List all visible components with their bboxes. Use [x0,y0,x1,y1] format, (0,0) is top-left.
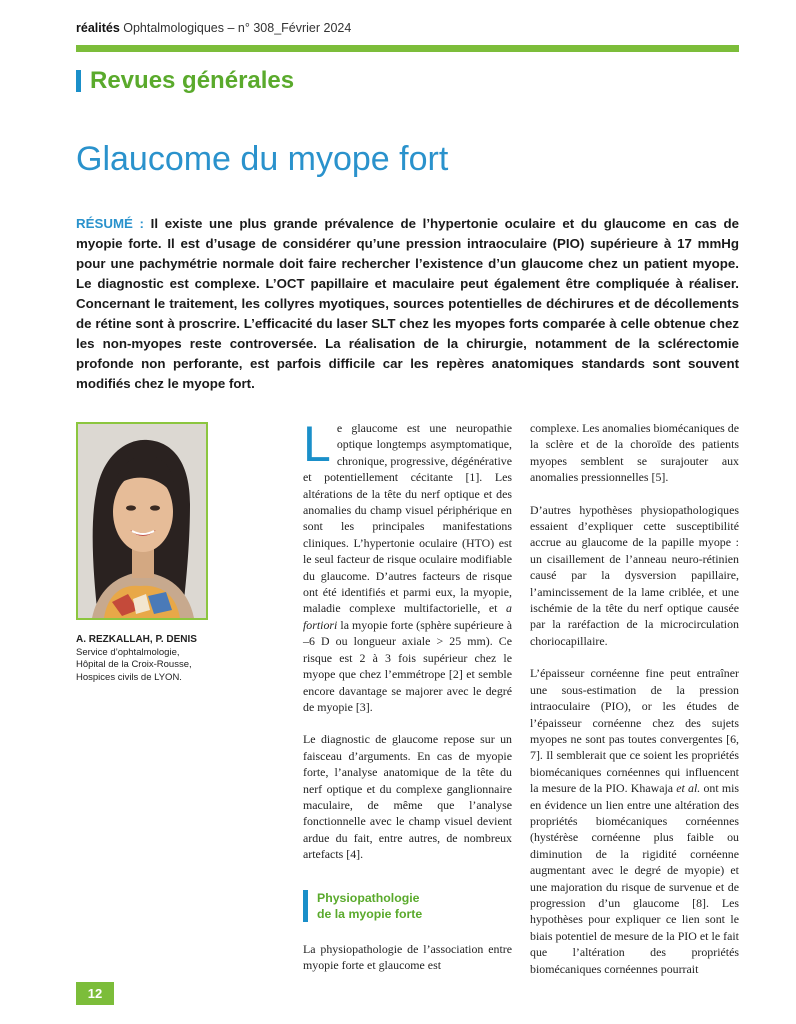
header-rule [76,45,739,52]
section-heading [76,66,294,96]
paragraph-biomechanics: complexe. Les anomalies biomécaniques de la sclère et de la choroïde des patients myopes semblent se surajouter aux anomalies pressionnelles [5]. [530,421,740,485]
abstract [76,214,739,394]
journal-issue: Ophtalmologiques – n° 308_Février 2024 [119,21,352,35]
author-names [76,634,276,647]
italic-text: et al. [676,781,701,796]
paragraph-text: ont mis en évidence un lien entre une altération des propriétés biomécaniques cornéennes (hystérèse cornéenne plus faible ou diminution de la rigidité cornéenne augmentant avec le degré de myopie) et une majoration du risque de survenue et de progression d’un glaucome [8]. Les hypothèses pour expliquer ce lien sont le biais potentiel de mesure de la PIO et le fait que l’altération des propriétés biomécaniques cornéennes pourrait [530,781,740,976]
paragraph-diagnostic: Le diagnostic de glaucome repose sur un faisceau d’arguments. En cas de myopie forte, l’analyse anatomique de la tête du nerf optique et du complexe ganglionnaire maculaire, de même que l’analyse fonctionnelle avec le champ visuel devient ardue du fait, entre autres, de nombreux artefacts [4]. [303,732,512,862]
body-column-2 [530,420,739,993]
paragraph-cornea [530,665,739,977]
affiliation-line-2: Hôpital de la Croix-Rousse, [76,659,192,670]
subsection-title [317,890,422,922]
affiliation-line-1: Service d’ophtalmologie, [76,646,180,658]
article-title: Glaucome du myope fort [76,140,449,178]
paragraph-text: L’épaisseur cornéenne fine peut entraîner une sous-estimation de la pression intraoculaire (PIO), or les études de l’épaisseur cornéenne chez des sujets myopes ne sont pas toutes convergentes [6, 7]. Il semblerait que ce soient les propriétés biomécaniques cornéennes qui influencent la mesure de la PIO. Khawaja [530,666,739,796]
paragraph-physiopathology: La physiopathologie de l’association entre myopie forte et glaucome est [303,941,512,972]
italic-text: a fortiori [303,601,512,632]
subsection-title-line-2: de la myopie forte [317,906,423,921]
author-name-1: A. REZKALLAH [76,634,150,645]
author-name-2: P. DENIS [155,634,197,645]
section-marker [76,70,81,92]
author-block [76,634,276,684]
journal-header [76,21,351,35]
author-photo [76,422,208,620]
subsection-marker [303,890,308,922]
affiliation-line-3: Hospices civils de LYON. [76,671,182,683]
section-title: Revues générales [90,67,295,94]
page-number: 12 [76,982,114,1005]
paragraph-text: la myopie forte (sphère supérieure à –6 D ou longueur axiale > 25 mm). Ce risque est 2 à 3 fois supérieur chez le myope que chez l’emmétrope [2] et semble encore davantage se majorer avec le degré de myopie [3]. [303,617,512,714]
abstract-label: RÉSUMÉ : [76,216,144,231]
author-separator: , [149,634,156,645]
subsection-heading [303,890,512,922]
body-column-1 [303,416,512,989]
paragraph-text: e glaucome est une neuropathie optique longtemps asymptomatique, chronique, progressive, dégénérative et potentiellement cécitante [1]. Les altérations de la tête du nerf optique et des anomalies du champ visuel périphérique en sont les principales manifestations cliniques. L’hypertonie oculaire (HTO) est le seul facteur de risque oculaire modifiable du glaucome. D’autres facteurs de risque ont été identifiés et parmi eux, la myopie, maladie complexe multifactorielle, et [303,421,512,616]
drop-cap: L [303,416,331,472]
journal-brand: réalités [76,21,120,35]
subsection-title-line-1: Physiopathologie [317,890,420,905]
abstract-text: Il existe une plus grande prévalence de l’hypertonie oculaire et du glaucome en cas de myopie forte. Il est d’usage de considérer qu’une pression intraoculaire (PIO) supérieure à 17 mmHg pour une pachymétrie normale doit faire rechercher l’existence d’un glaucome chez un patient myope. Le diagnostic est complexe. L’OCT papillaire et maculaire peut également être compliquée à réaliser. Concernant le traitement, les collyres myotiques, sources potentielles de déchirures et de décollements de rétine sont à proscrire. L’efficacité du laser SLT chez les myopes forts comparée à celle obtenue chez les non-myopes reste controversée. La réalisation de la chirurgie, notamment de la sclérectomie profonde non perforante, est parfois difficile car les repères anatomiques standards sont souvent modifiés chez le myope fort. [76,216,739,391]
paragraph-hypotheses: D’autres hypothèses physiopathologiques essaient d’expliquer cette susceptibilité accrue au glaucome de la papille myope : un cisaillement de l’anneau neuro-rétinien causé par la dysversion papillaire, l’amincissement de la lame criblée, et une ischémie de la tête du nerf optique causée par la raréfaction de la microcirculation choriocapillaire. [530,502,739,648]
paragraph-intro [303,416,512,715]
